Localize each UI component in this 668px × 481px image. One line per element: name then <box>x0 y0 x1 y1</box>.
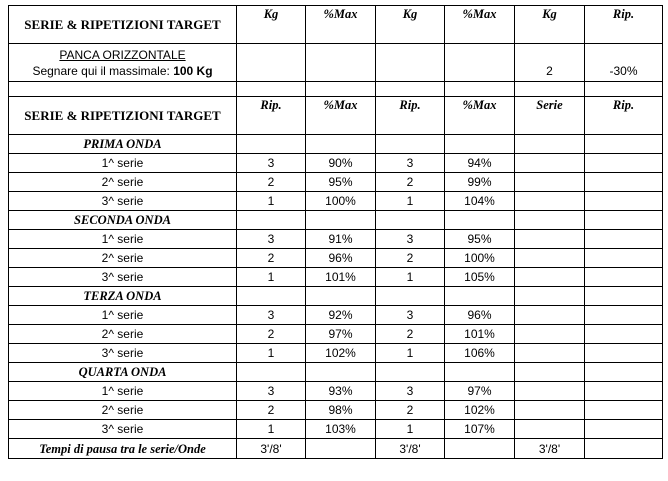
empty-cell <box>515 363 585 382</box>
exercise-row <box>9 44 663 82</box>
set-row <box>9 154 663 173</box>
percent-max-1: 102% <box>306 344 376 363</box>
empty-cell <box>515 249 585 268</box>
set-row <box>9 325 663 344</box>
reps-2: 2 <box>376 401 445 420</box>
reps-2: 3 <box>376 154 445 173</box>
max-label: Segnare qui il massimale: <box>32 63 170 78</box>
reps-1: 1 <box>237 192 306 211</box>
wave-header-row <box>9 135 663 154</box>
reps-2: 2 <box>376 249 445 268</box>
set-label: 3^ serie <box>9 268 237 287</box>
pause-value-3: 3'/8' <box>515 439 585 459</box>
empty-cell <box>376 135 445 154</box>
wave-header-row <box>9 363 663 382</box>
empty-cell <box>585 382 663 401</box>
empty-cell <box>237 363 306 382</box>
header2-col-rip-2: Rip. <box>376 97 445 135</box>
empty-cell <box>585 420 663 439</box>
percent-max-2: 107% <box>445 420 515 439</box>
empty-cell <box>306 363 376 382</box>
empty-cell <box>585 192 663 211</box>
empty-cell <box>445 439 515 459</box>
empty-cell <box>515 344 585 363</box>
empty-cell <box>515 192 585 211</box>
empty-cell <box>585 287 663 306</box>
wave-title: QUARTA ONDA <box>9 363 237 382</box>
empty-cell <box>515 420 585 439</box>
empty-cell <box>515 135 585 154</box>
empty-cell <box>9 82 237 97</box>
empty-cell <box>585 82 663 97</box>
reps-2: 1 <box>376 344 445 363</box>
set-label: 3^ serie <box>9 192 237 211</box>
pause-value-2: 3'/8' <box>376 439 445 459</box>
empty-cell <box>585 363 663 382</box>
set-label: 3^ serie <box>9 344 237 363</box>
exercise-cell <box>9 44 237 82</box>
reps-1: 3 <box>237 306 306 325</box>
header2-col-max-1: %Max <box>306 97 376 135</box>
empty-cell <box>515 401 585 420</box>
percent-max-1: 101% <box>306 268 376 287</box>
set-row <box>9 420 663 439</box>
empty-cell <box>515 306 585 325</box>
header2-col-serie: Serie <box>515 97 585 135</box>
header2-col-rip-3: Rip. <box>585 97 663 135</box>
empty-cell <box>515 82 585 97</box>
set-label: 1^ serie <box>9 382 237 401</box>
footer-row <box>9 439 663 459</box>
reps-1: 2 <box>237 325 306 344</box>
empty-cell <box>585 439 663 459</box>
percent-max-2: 96% <box>445 306 515 325</box>
reps-2: 2 <box>376 325 445 344</box>
empty-cell <box>306 287 376 306</box>
reps-1: 2 <box>237 401 306 420</box>
waves-body <box>9 135 663 439</box>
empty-cell <box>306 135 376 154</box>
max-line <box>12 63 233 79</box>
empty-cell <box>445 82 515 97</box>
empty-cell <box>585 173 663 192</box>
empty-cell <box>306 439 376 459</box>
percent-max-1: 98% <box>306 401 376 420</box>
header-title: SERIE & RIPETIZIONI TARGET <box>9 6 237 44</box>
percent-max-1: 100% <box>306 192 376 211</box>
exercise-name: PANCA ORIZZONTALE <box>59 47 186 62</box>
exercise-kg: 2 <box>515 44 585 82</box>
empty-cell <box>445 211 515 230</box>
set-row <box>9 344 663 363</box>
empty-cell <box>585 154 663 173</box>
reps-1: 1 <box>237 420 306 439</box>
reps-2: 3 <box>376 306 445 325</box>
empty-cell <box>376 211 445 230</box>
empty-cell <box>515 154 585 173</box>
reps-1: 3 <box>237 382 306 401</box>
header-col-rip: Rip. <box>585 6 663 44</box>
reps-2: 2 <box>376 173 445 192</box>
empty-cell <box>237 44 306 82</box>
set-label: 1^ serie <box>9 306 237 325</box>
empty-cell <box>376 82 445 97</box>
percent-max-1: 92% <box>306 306 376 325</box>
empty-cell <box>585 401 663 420</box>
percent-max-2: 101% <box>445 325 515 344</box>
set-label: 1^ serie <box>9 154 237 173</box>
header2-col-rip-1: Rip. <box>237 97 306 135</box>
percent-max-2: 95% <box>445 230 515 249</box>
set-row <box>9 192 663 211</box>
reps-2: 1 <box>376 192 445 211</box>
percent-max-2: 106% <box>445 344 515 363</box>
set-label: 2^ serie <box>9 401 237 420</box>
reps-1: 1 <box>237 268 306 287</box>
header2-title: SERIE & RIPETIZIONI TARGET <box>9 97 237 135</box>
exercise-rip: -30% <box>585 44 663 82</box>
empty-cell <box>376 287 445 306</box>
empty-cell <box>306 44 376 82</box>
pause-value-1: 3'/8' <box>237 439 306 459</box>
set-row <box>9 230 663 249</box>
reps-1: 2 <box>237 249 306 268</box>
empty-cell <box>585 249 663 268</box>
set-row <box>9 401 663 420</box>
percent-max-1: 93% <box>306 382 376 401</box>
empty-cell <box>585 344 663 363</box>
header-col-max-2: %Max <box>445 6 515 44</box>
empty-cell <box>585 325 663 344</box>
percent-max-1: 103% <box>306 420 376 439</box>
wave-title: PRIMA ONDA <box>9 135 237 154</box>
reps-2: 3 <box>376 230 445 249</box>
empty-cell <box>585 268 663 287</box>
empty-cell <box>445 363 515 382</box>
empty-cell <box>445 44 515 82</box>
percent-max-2: 97% <box>445 382 515 401</box>
spacer-row <box>9 82 663 97</box>
reps-1: 1 <box>237 344 306 363</box>
empty-cell <box>237 211 306 230</box>
percent-max-1: 97% <box>306 325 376 344</box>
wave-title: SECONDA ONDA <box>9 211 237 230</box>
set-label: 1^ serie <box>9 230 237 249</box>
set-row <box>9 249 663 268</box>
set-row <box>9 306 663 325</box>
percent-max-1: 96% <box>306 249 376 268</box>
percent-max-2: 102% <box>445 401 515 420</box>
reps-1: 3 <box>237 230 306 249</box>
empty-cell <box>585 135 663 154</box>
set-label: 2^ serie <box>9 249 237 268</box>
percent-max-1: 95% <box>306 173 376 192</box>
empty-cell <box>585 211 663 230</box>
header-col-kg-3: Kg <box>515 6 585 44</box>
header2-col-max-2: %Max <box>445 97 515 135</box>
set-label: 2^ serie <box>9 325 237 344</box>
max-value: 100 Kg <box>173 63 213 78</box>
set-row <box>9 382 663 401</box>
empty-cell <box>515 325 585 344</box>
training-table <box>8 5 663 459</box>
set-row <box>9 268 663 287</box>
empty-cell <box>237 135 306 154</box>
empty-cell <box>585 230 663 249</box>
empty-cell <box>515 287 585 306</box>
percent-max-2: 100% <box>445 249 515 268</box>
reps-2: 1 <box>376 268 445 287</box>
header-row-1 <box>9 6 663 44</box>
pause-label: Tempi di pausa tra le serie/Onde <box>9 439 237 459</box>
percent-max-2: 94% <box>445 154 515 173</box>
empty-cell <box>445 135 515 154</box>
wave-title: TERZA ONDA <box>9 287 237 306</box>
percent-max-2: 105% <box>445 268 515 287</box>
header-row-2 <box>9 97 663 135</box>
empty-cell <box>515 211 585 230</box>
set-label: 2^ serie <box>9 173 237 192</box>
header-col-max-1: %Max <box>306 6 376 44</box>
empty-cell <box>445 287 515 306</box>
reps-1: 2 <box>237 173 306 192</box>
reps-1: 3 <box>237 154 306 173</box>
empty-cell <box>376 44 445 82</box>
percent-max-1: 91% <box>306 230 376 249</box>
empty-cell <box>585 306 663 325</box>
reps-2: 1 <box>376 420 445 439</box>
reps-2: 3 <box>376 382 445 401</box>
percent-max-2: 104% <box>445 192 515 211</box>
empty-cell <box>376 363 445 382</box>
empty-cell <box>306 82 376 97</box>
empty-cell <box>306 211 376 230</box>
empty-cell <box>237 287 306 306</box>
empty-cell <box>515 230 585 249</box>
wave-header-row <box>9 211 663 230</box>
set-label: 3^ serie <box>9 420 237 439</box>
empty-cell <box>515 268 585 287</box>
empty-cell <box>237 82 306 97</box>
header-col-kg-1: Kg <box>237 6 306 44</box>
set-row <box>9 173 663 192</box>
empty-cell <box>515 173 585 192</box>
header-col-kg-2: Kg <box>376 6 445 44</box>
percent-max-1: 90% <box>306 154 376 173</box>
empty-cell <box>515 382 585 401</box>
percent-max-2: 99% <box>445 173 515 192</box>
wave-header-row <box>9 287 663 306</box>
